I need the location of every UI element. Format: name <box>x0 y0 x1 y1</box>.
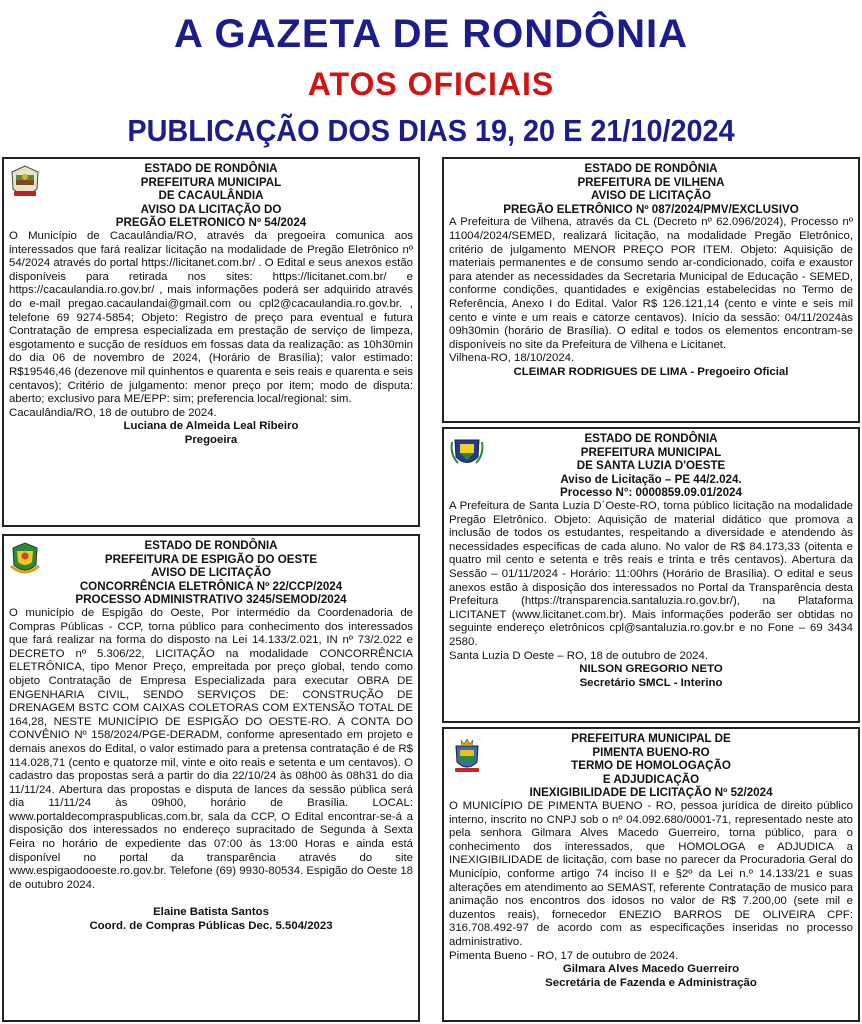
masthead-title: A GAZETA DE RONDÔNIA <box>173 12 689 56</box>
notice-body: A Prefeitura de Vilhena, através da CL (Decreto nº 62.096/2024), Processo nº 11004/2024/SEMED, realizará licitação, na modalidade Pregão Eletrônico, critério de julgamento MENOR PREÇO POR ITEM. Objeto: Aquisição de materiais permanentes e de consumo sendo ar-condicionado, coifa e exaustor para atender as necessidades da Secretaria Municipal de Educação - SEMED, conforme condições, quantidades e exigências estabelecidas no Termo de Referência, Anexo I do Edital. Valor R$ 126.121,14 (cento e vinte e seis mil cento e vinte e um reais e catorze centavos). Início da sessão: 04/11/2024às 09h30min (horário de Brasília). O edital e todos os elementos encontram-se disponíveis no site da Prefeitura de Vilhena e Licitanet. <box>449 216 853 351</box>
espigao-crest-icon <box>8 540 42 578</box>
publication-dates: PUBLICAÇÃO DOS DIAS 19, 20 E 21/10/2024 <box>127 113 735 148</box>
notice-place-date: Cacaulândia/RO, 18 de outubro de 2024. <box>9 406 217 419</box>
notice-body: A Prefeitura de Santa Luzia D´Oeste-RO, torna público licitação na modalidade Pregão Eletrônico. Objeto: Aquisição de material didático que promova a inclusão de todos os estudantes, respeitando a diversidade e atendendo às necessidades específicas de cada aluno. No valor de R$ 84.173,33 (oitenta e quatro mil cento e setenta e três reais e trinta e três centavos). Abertura da Sessão – 01/11/2024 - Horário: 11:00hrs (Horário de Brasília). O edital e seus anexos estão à disposição dos interessados no Portal da Transparência desta Prefeitura (https://transparencia.santaluzia.ro.gov.br/), na Plataforma LICITANET (www.licitanet.com.br). Mais informações poderão ser obtidas no seguinte endereço eletrônicos cpl@santaluzia.ro.gov.br e no Fone – 69 3434 2580. <box>449 499 853 648</box>
pimenta-bueno-crest-icon <box>450 735 484 777</box>
notice-heading: ESTADO DE RONDÔNIA PREFEITURA DE VILHENA AVISO DE LICITAÇÃO PREGÃO ELETRÔNICO Nº 087/2024/PMV/EXCLUSIVO <box>503 162 799 216</box>
notice-body: O MUNICÍPIO DE PIMENTA BUENO - RO, pessoa jurídica de direito público interno, inscrito no CNPJ sob o nº 04.092.680/0001-71, representado neste ato pela senhora Gilmara Alves Macedo Guerreiro, torna público, para o conhecimento dos interessados, que HOMOLOGA e ADJUDICA a INEXIGIBILIDADE de licitação, com base no parecer da Procuradoria Geral do Município, conforme artigo 74 inciso II e §2º da Lei n.º 14.133/21 e suas alterações em atendimento ao SEMAST, referente Contratação de musico para animação nos encontros dos idosos no valor de R$ 7.200,00 (sete mil e duzentos reais), fornecedor ENEZIO BARROS DE OLIVEIRA CPF: 316.708.492-97 de acordo com as especificações inseridas no processo administrativo. <box>449 799 853 948</box>
notice-signature: Elaine Batista Santos Coord. de Compras Públicas Dec. 5.504/2023 <box>89 906 333 933</box>
notice-pimenta-bueno <box>442 727 860 1022</box>
notice-place-date: Pimenta Bueno - RO, 17 de outubro de 2024. <box>449 949 679 962</box>
notice-signature: Luciana de Almeida Leal Ribeiro Pregoeira <box>123 420 299 446</box>
notice-place-date: Santa Luzia D Oeste – RO, 18 de outubro de 2024. <box>449 649 708 662</box>
notice-heading: ESTADO DE RONDÔNIA PREFEITURA DE ESPIGÃO DO OESTE AVISO DE LICITAÇÃO CONCORRÊNCIA ELETRÔNICA Nº 22/CCP/2024 PROCESSO ADMINISTRATIVO 3245/SEMOD/2024 <box>75 539 347 607</box>
santa-luzia-crest-icon <box>450 433 484 471</box>
notice-heading: PREFEITURA MUNICIPAL DE PIMENTA BUENO-RO TERMO DE HOMOLOGAÇÃO E ADJUDICAÇÃO INEXIGIBILIDADE DE LICITAÇÃO Nº 52/2024 <box>529 732 773 800</box>
notice-body: O município de Espigão do Oeste, Por intermédio da Coordenadoria de Compras Públicas - CCP, torna público para conhecimento dos interessados que fará realizar na forma do disposto na Lei 14.133/2.021, IN nº 73/2.022 e DECRETO nº 5.306/22, LICITAÇÃO na modalidade CONCORRÊNCIA ELETRÔNICA, tipo Menor Preço, empreitada por preço global, tendo como objeto Contratação de Empresa Especializada para executar OBRA DE ENGENHARIA CIVIL, SENDO SERVIÇOS DE: CONSTRUÇÃO DE DRENAGEM BSTC COM CAIXAS COLETORAS COM EXTENSÃO TOTAL DE 164,28, NESTE MUNICÍPIO DE ESPIGÃO DO OESTE-RO. A CONTA DO CONVÊNIO Nº 158/2024/PGE-DERADM, conforme apresentado em projeto e demais anexos do Edital, o valor estimado para a pretensa contratação é de R$ 114.028,71 (cento e quatorze mil, vinte e oito reais e setenta e um centavos). O cadastro das propostas será a partir do dia 22/10/24 às 08h00 às 08h31 do dia 11/11/24. Abertura das propostas e disputa de lances da sessão pública será dia 11/11/24 às 09h00, horário de Brasília. LOCAL: www.portaldecompraspublicas.com.br, sala da CCP, O Edital encontrar-se-á a disposição dos interessados no endereço supracitado de Segunda à Sexta Feira no horário de expediente das 07:00 às 13:00 Horas e ainda está disponível no portal da transparência através do site www.espigaodooeste.ro.gov.br. Telefone (69) 9930-80534. Espigão do Oeste 18 de outubro 2024. <box>9 606 413 891</box>
notice-heading: ESTADO DE RONDÔNIA PREFEITURA MUNICIPAL DE CACAULÂNDIA AVISO DA LICITAÇÃO DO PREGÃO ELETRONICO Nº 54/2024 <box>115 162 307 230</box>
notice-cacaulandia <box>2 157 420 527</box>
notice-place-date: Vilhena-RO, 18/10/2024. <box>449 352 575 365</box>
section-title: ATOS OFICIAIS <box>307 66 555 102</box>
notice-espigao-do-oeste <box>2 534 420 1022</box>
notice-heading: ESTADO DE RONDÔNIA PREFEITURA MUNICIPAL DE SANTA LUZIA D'OESTE Aviso de Licitação – PE 44/2.024. Processo N°: 0000859.09.01/2024 <box>560 432 742 500</box>
notice-santa-luzia <box>442 427 860 723</box>
notice-body: O Município de Cacaulândia/RO, através da pregoeira comunica aos interessados que fará realizar licitação na modalidade de Pregão Eletrônico nº 54/2024 através do portal https://licitanet.com.br/ . O Edital e seus anexos estão disponíveis para retirada nos sites: https://licitanet.com.br/ e https://cacaulandia.ro.gov.br/ , mais informações poderá ser adquirido através do e-mail pregao.cacaulandai@gmail.com ou cpl2@cacaulandia.ro.gov.br. , telefone 69 9274-5854; Objeto: Registro de preço para eventual e futura Contratação de empresa especializada em prestação de serviço de limpeza, esgotamento e sucção de resíduos em fossas data da realização: as 10h30min do dia 06 de novembro de 2024, (Horário de Brasília); valor estimado: R$19546,46 (dezenove mil quinhentos e quarenta e seis reais e quarenta e seis centavos); Critério de julgamento: menor preço por item; modo de disputa: aberto; exclusivo para ME/EPP: sim; preferencia local/regional: sim. <box>9 229 414 406</box>
notice-signature: NILSON GREGORIO NETO Secretário SMCL - Interino <box>579 663 723 689</box>
notice-vilhena <box>442 157 860 423</box>
notice-signature: CLEIMAR RODRIGUES DE LIMA - Pregoeiro Oficial <box>513 365 789 378</box>
cacaulandia-crest-icon <box>8 163 42 201</box>
notice-signature: Gilmara Alves Macedo Guerreiro Secretária de Fazenda e Administração <box>545 963 757 989</box>
